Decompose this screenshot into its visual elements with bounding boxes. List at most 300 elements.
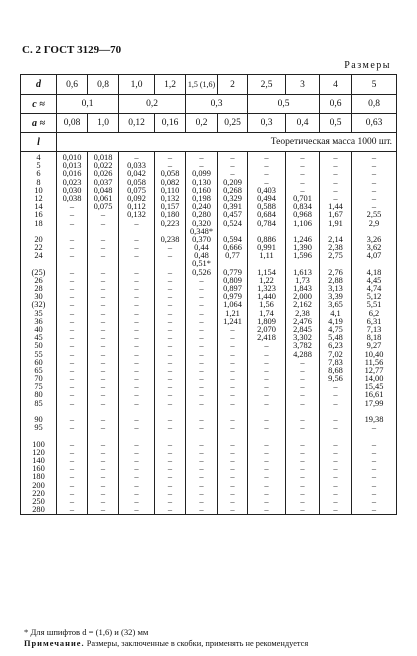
mass-cell: 2,14 — [328, 234, 343, 244]
mass-cell: – — [134, 423, 139, 433]
a-value: 0,2 — [186, 114, 218, 133]
label-d: d — [21, 75, 57, 95]
length-cell: 280 — [32, 505, 45, 515]
mass-cell: – — [199, 423, 204, 433]
mass-cell: – — [69, 357, 75, 367]
mass-cell: 0,058 — [127, 177, 146, 187]
mass-cell: – — [167, 284, 173, 293]
mass-cell: – — [300, 357, 305, 367]
mass-cell: – — [264, 447, 269, 457]
mass-cell: 3,782 — [293, 341, 312, 351]
length-cell: 70 — [34, 374, 43, 384]
mass-cell: – — [300, 439, 305, 449]
mass-cell: – — [167, 505, 173, 515]
mass-cell: 0,223 — [160, 218, 180, 228]
mass-cell: 0,112 — [127, 202, 146, 212]
mass-cell: – — [300, 480, 305, 490]
mass-cell: – — [167, 439, 173, 449]
length-cell: 55 — [34, 349, 43, 359]
mass-cell: 5,51 — [366, 300, 382, 310]
mass-cell: – — [69, 316, 75, 326]
mass-cell: 0,030 — [62, 185, 82, 195]
mass-cell: – — [333, 505, 338, 515]
mass-cell: 0,048 — [93, 185, 113, 195]
mass-cell: – — [300, 423, 305, 433]
mass-cell: – — [300, 398, 305, 408]
mass-cell: – — [100, 333, 106, 343]
c-value: 0,2 — [119, 95, 186, 114]
mass-cell: – — [100, 505, 106, 515]
mass-cell: – — [134, 243, 139, 253]
mass-cell: 0,666 — [223, 243, 242, 253]
mass-cell: – — [199, 505, 204, 515]
mass-cell: – — [100, 439, 106, 449]
mass-cell: 6,23 — [328, 341, 343, 351]
mass-cell: – — [100, 464, 106, 474]
mass-cell: – — [100, 374, 106, 384]
mass-cell: – — [134, 153, 139, 162]
mass-cell: 1,246 — [293, 234, 312, 244]
mass-cell: – — [230, 398, 235, 408]
mass-cell: 0,370 — [192, 234, 211, 244]
length-cell: 12 — [34, 193, 43, 203]
mass-cell: – — [167, 300, 173, 310]
length-cell: 65 — [34, 365, 43, 375]
length-cell: 40 — [34, 324, 43, 334]
mass-cell: 0,526 — [192, 267, 211, 277]
mass-cell: 0,061 — [93, 193, 113, 203]
mass-cell: – — [230, 423, 235, 433]
mass-cell: – — [69, 390, 75, 400]
mass-cell: – — [371, 505, 377, 515]
mass-cell: – — [230, 382, 235, 392]
mass-column — [248, 152, 286, 515]
mass-cell: – — [100, 390, 106, 400]
mass-cell: – — [167, 275, 173, 285]
mass-cell: – — [230, 415, 235, 424]
mass-cell: 2,38 — [328, 243, 343, 253]
mass-cell: – — [69, 455, 75, 465]
mass-cell: – — [371, 472, 377, 482]
mass-cell: – — [167, 267, 173, 277]
d-value: 0,8 — [88, 75, 119, 95]
mass-cell: – — [69, 333, 75, 343]
mass-cell: – — [199, 153, 204, 162]
d-value: 1,5 (1,6) — [186, 75, 218, 95]
mass-cell: – — [167, 415, 173, 424]
mass-cell: 0,329 — [223, 193, 242, 203]
mass-cell: 0,348* — [189, 226, 214, 236]
mass-cell: – — [371, 496, 377, 506]
mass-cell: – — [333, 169, 338, 179]
mass-cell: – — [333, 447, 338, 457]
mass-cell: – — [230, 439, 235, 449]
mass-cell: – — [264, 488, 269, 498]
a-value: 0,63 — [352, 114, 397, 133]
mass-cell: 1,809 — [257, 316, 276, 326]
mass-cell: – — [300, 177, 305, 187]
mass-cell: – — [230, 357, 235, 367]
length-cell: 220 — [32, 488, 45, 498]
mass-cell: – — [134, 382, 139, 392]
mass-cell: 10,40 — [364, 349, 384, 359]
mass-cell: – — [371, 455, 377, 465]
mass-cell: – — [167, 243, 173, 253]
mass-cell: – — [134, 415, 139, 424]
mass-cell: – — [134, 505, 139, 515]
mass-cell: – — [167, 455, 173, 465]
mass-cell: – — [264, 480, 269, 490]
mass-cell: 8,18 — [366, 333, 382, 343]
mass-cell: – — [100, 455, 106, 465]
mass-cell: – — [230, 349, 235, 359]
mass-cell: 0,779 — [223, 267, 242, 277]
mass-cell: – — [300, 382, 305, 392]
mass-cell: – — [69, 488, 75, 498]
mass-cell: – — [333, 439, 338, 449]
mass-cell: 0,238 — [160, 234, 180, 244]
mass-cell: – — [199, 316, 204, 326]
row-l-header — [21, 133, 397, 152]
mass-cell: – — [167, 472, 173, 482]
mass-cell: – — [333, 480, 338, 490]
length-column — [21, 152, 57, 515]
mass-cell: – — [100, 243, 106, 253]
mass-cell: 0,701 — [293, 193, 312, 203]
mass-cell: – — [134, 365, 139, 375]
mass-cell: 4,19 — [328, 316, 343, 326]
mass-cell: 0,280 — [192, 210, 211, 220]
mass-cell: – — [69, 292, 75, 302]
mass-cell: – — [100, 357, 106, 367]
mass-cell: – — [167, 447, 173, 457]
mass-cell: 0,51* — [192, 259, 211, 269]
mass-cell: 2,9 — [368, 218, 380, 228]
length-cell: 200 — [32, 480, 45, 490]
a-value: 0,08 — [57, 114, 88, 133]
mass-cell: – — [333, 415, 338, 424]
mass-cell: 3,302 — [293, 333, 312, 343]
mass-cell: – — [167, 390, 173, 400]
mass-cell: – — [333, 496, 338, 506]
mass-cell: – — [134, 234, 139, 244]
mass-cell: – — [199, 374, 204, 384]
c-value: 0,8 — [352, 95, 397, 114]
mass-cell: – — [199, 333, 204, 343]
mass-cell: 2,162 — [293, 300, 312, 310]
mass-cell: – — [134, 316, 139, 326]
mass-cell: – — [333, 153, 338, 162]
note-lead: Примечание. — [24, 639, 85, 648]
mass-cell: – — [371, 488, 377, 498]
mass-cell: – — [167, 365, 173, 375]
mass-cell: 0,092 — [127, 193, 146, 203]
mass-cell: – — [264, 455, 269, 465]
c-value: 0,5 — [248, 95, 320, 114]
mass-cell: – — [300, 447, 305, 457]
mass-cell: 2,476 — [293, 316, 312, 326]
length-cell: 36 — [34, 316, 43, 326]
mass-cell: 1,22 — [259, 275, 274, 285]
mass-cell: – — [264, 496, 269, 506]
mass-cell: 0,897 — [223, 284, 242, 293]
mass-cell: – — [69, 374, 75, 384]
mass-cell: 17,99 — [364, 398, 384, 408]
mass-cell: – — [167, 251, 173, 261]
mass-cell: – — [69, 464, 75, 474]
mass-cell: 2,88 — [328, 275, 343, 285]
mass-cell: – — [333, 185, 338, 195]
mass-cell: 16,61 — [364, 390, 384, 400]
mass-cell: – — [199, 447, 204, 457]
mass-cell: – — [199, 480, 204, 490]
mass-cell: – — [167, 398, 173, 408]
length-cell: 100 — [32, 439, 45, 449]
mass-cell: – — [371, 464, 377, 474]
mass-cell: – — [167, 292, 173, 302]
mass-cell: 1,56 — [259, 300, 274, 310]
mass-cell: 12,77 — [364, 365, 384, 375]
mass-cell: – — [300, 374, 305, 384]
mass-cell: – — [264, 390, 269, 400]
mass-cell: – — [199, 357, 204, 367]
label-a: a ≈ — [21, 114, 57, 133]
mass-cell: – — [100, 267, 106, 277]
mass-cell: – — [371, 185, 377, 195]
mass-cell: – — [300, 415, 305, 424]
mass-cell: – — [134, 275, 139, 285]
mass-cell: – — [199, 275, 204, 285]
mass-cell: – — [300, 472, 305, 482]
length-cell: (32) — [31, 300, 46, 310]
mass-cell: – — [134, 267, 139, 277]
mass-cell: – — [167, 423, 173, 433]
mass-cell: – — [69, 218, 75, 228]
mass-cell: 0,132 — [127, 210, 146, 220]
mass-cell: – — [69, 243, 75, 253]
a-value: 0,12 — [119, 114, 155, 133]
asterisk-footnote: * Для шпифтов d = (1,6) и (32) мм — [24, 627, 149, 637]
mass-cell: – — [100, 423, 106, 433]
mass-cell: – — [134, 496, 139, 506]
mass-cell: – — [300, 496, 305, 506]
mass-column — [57, 152, 88, 515]
mass-cell: – — [134, 357, 139, 367]
d-value: 4 — [320, 75, 352, 95]
c-value: 0,6 — [320, 95, 352, 114]
length-cell: 22 — [34, 243, 43, 253]
mass-cell: 1,106 — [293, 218, 312, 228]
d-value: 1,0 — [119, 75, 155, 95]
mass-cell: – — [300, 455, 305, 465]
a-value: 0,16 — [155, 114, 186, 133]
a-value: 0,5 — [320, 114, 352, 133]
mass-cell: 4,74 — [366, 284, 382, 293]
section-title: Размеры — [344, 60, 391, 71]
mass-cell: – — [264, 341, 269, 351]
note-text: Размеры, заключенные в скобки, применять не рекомендуется — [84, 639, 309, 648]
length-cell: 6 — [36, 169, 41, 179]
mass-cell: – — [264, 505, 269, 515]
length-cell: 10 — [34, 185, 43, 195]
c-value: 0,3 — [186, 95, 248, 114]
mass-cell: – — [100, 316, 106, 326]
mass-cell: – — [100, 341, 106, 351]
mass-cell: 1,44 — [328, 202, 343, 212]
mass-cell: 0,391 — [223, 202, 242, 212]
mass-cell: – — [300, 390, 305, 400]
length-cell: 18 — [34, 218, 43, 228]
mass-cell: – — [134, 455, 139, 465]
mass-cell: – — [100, 447, 106, 457]
mass-cell: 4,45 — [366, 275, 382, 285]
mass-cell: – — [167, 496, 173, 506]
mass-cell: – — [100, 472, 106, 482]
mass-cell: 0,198 — [192, 193, 211, 203]
a-value: 0,25 — [218, 114, 248, 133]
mass-cell: – — [167, 153, 173, 162]
mass-cell: – — [100, 275, 106, 285]
mass-cell: – — [100, 308, 106, 318]
label-l: l — [21, 133, 57, 152]
mass-cell: – — [264, 161, 269, 171]
mass-cell: 0,130 — [192, 177, 211, 187]
mass-cell: 1,064 — [223, 300, 242, 310]
mass-cell: – — [100, 251, 106, 261]
mass-cell: – — [264, 415, 269, 424]
mass-cell: 3,62 — [366, 243, 382, 253]
mass-cell: 9,27 — [366, 341, 382, 351]
mass-cell: 4,18 — [366, 267, 382, 277]
mass-cell: 0,240 — [192, 202, 211, 212]
mass-cell: – — [333, 382, 338, 392]
mass-cell: – — [333, 398, 338, 408]
mass-cell: – — [264, 374, 269, 384]
mass-cell: 0,320 — [192, 218, 211, 228]
c-value: 0,1 — [57, 95, 119, 114]
mass-cell: 0,016 — [62, 169, 82, 179]
mass-cell: – — [167, 308, 173, 318]
mass-cell: 0,784 — [257, 218, 276, 228]
mass-cell: – — [134, 488, 139, 498]
length-cell: 4 — [36, 153, 41, 162]
mass-cell: – — [69, 382, 75, 392]
mass-cell: – — [134, 284, 139, 293]
mass-cell: – — [134, 333, 139, 343]
mass-cell: – — [264, 349, 269, 359]
length-cell: 250 — [32, 496, 45, 506]
mass-cell: – — [69, 398, 75, 408]
length-cell: 24 — [34, 251, 43, 261]
mass-cell: – — [300, 153, 305, 162]
mass-cell: 0,809 — [223, 275, 242, 285]
mass-cell: – — [167, 374, 173, 384]
length-cell: 95 — [34, 423, 43, 433]
mass-cell: – — [100, 324, 106, 334]
mass-cell: – — [264, 153, 269, 162]
mass-cell: – — [264, 464, 269, 474]
mass-cell: 3,65 — [328, 300, 343, 310]
mass-cell: – — [134, 292, 139, 302]
mass-cell: – — [371, 447, 377, 457]
mass-cell: – — [333, 423, 338, 433]
length-cell: 28 — [34, 284, 43, 293]
row-a — [21, 114, 397, 133]
mass-cell: – — [264, 382, 269, 392]
mass-cell: – — [371, 177, 377, 187]
mass-cell: 0,594 — [223, 234, 242, 244]
d-value: 2,5 — [248, 75, 286, 95]
mass-cell: – — [69, 308, 75, 318]
mass-cell: 0,075 — [93, 202, 113, 212]
mass-cell: 2,418 — [257, 333, 276, 343]
mass-cell: 0,48 — [194, 251, 209, 261]
mass-cell: – — [134, 300, 139, 310]
mass-cell: – — [333, 177, 338, 187]
mass-cell: 1,596 — [293, 251, 312, 261]
mass-cell: – — [300, 464, 305, 474]
mass-cell: – — [69, 365, 75, 375]
mass-cell: 14,00 — [364, 374, 384, 384]
mass-cell: 6,2 — [368, 308, 380, 318]
mass-cell: – — [100, 365, 106, 375]
length-cell: 50 — [34, 341, 43, 351]
mass-cell: – — [199, 308, 204, 318]
mass-cell: 8,68 — [328, 365, 343, 375]
dimensions-table — [20, 74, 397, 515]
mass-cell: – — [100, 349, 106, 359]
mass-cell: 1,11 — [259, 251, 274, 261]
mass-cell: – — [69, 284, 75, 293]
mass-cell: – — [167, 349, 173, 359]
mass-cell: – — [199, 300, 204, 310]
mass-cell: 2,845 — [293, 324, 312, 334]
mass-header: Теоретическая масса 1000 шт. — [57, 133, 397, 152]
table-body-row — [21, 152, 397, 515]
mass-cell: – — [371, 439, 377, 449]
mass-cell: – — [69, 447, 75, 457]
mass-cell: – — [230, 153, 235, 162]
mass-cell: – — [167, 333, 173, 343]
mass-cell: 7,83 — [328, 357, 343, 367]
d-value: 2 — [218, 75, 248, 95]
mass-cell: – — [264, 357, 269, 367]
mass-column — [88, 152, 119, 515]
mass-cell: 7,02 — [328, 349, 343, 359]
mass-cell: 6,31 — [366, 316, 382, 326]
mass-column — [218, 152, 248, 515]
mass-cell: 0,026 — [93, 169, 113, 179]
mass-cell: 0,042 — [127, 169, 146, 179]
mass-cell: 4,07 — [366, 251, 382, 261]
length-cell: 20 — [34, 234, 43, 244]
mass-cell: – — [199, 415, 204, 424]
a-value: 0,3 — [248, 114, 286, 133]
mass-cell: 0,023 — [62, 177, 82, 187]
mass-cell: – — [230, 161, 235, 171]
mass-cell: – — [69, 324, 75, 334]
mass-cell: 1,241 — [223, 316, 242, 326]
mass-cell: 2,55 — [366, 210, 382, 220]
mass-cell: – — [134, 472, 139, 482]
mass-cell: – — [230, 455, 235, 465]
mass-cell: 0,058 — [160, 169, 180, 179]
mass-cell: 0,018 — [93, 153, 113, 162]
mass-cell: 11,56 — [364, 357, 384, 367]
mass-cell: – — [69, 210, 75, 220]
mass-cell: – — [69, 267, 75, 277]
mass-cell: – — [167, 341, 173, 351]
